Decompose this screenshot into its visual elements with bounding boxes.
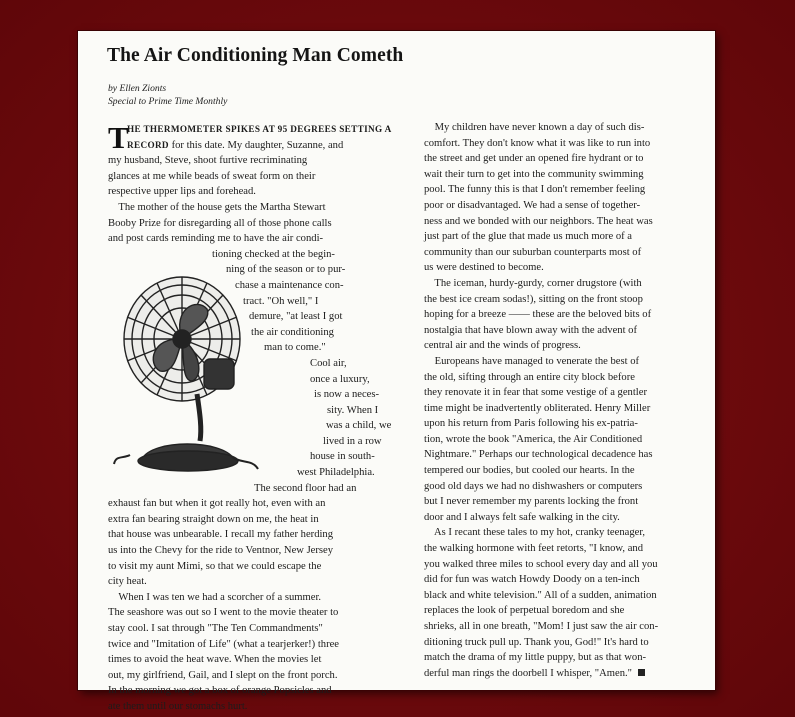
article-line: RECORD for this date. My daughter, Suzanne, and	[127, 139, 344, 151]
article-line: tioning checked at the begin-	[212, 248, 335, 260]
author-byline: by Ellen Zionts	[108, 83, 167, 94]
publication-credit: Special to Prime Time Monthly	[108, 96, 228, 107]
article-line: match the drama of my little puppy, but as that won-	[424, 652, 647, 664]
article-line: door and I always felt safe walking in the city.	[424, 511, 620, 523]
article-line: community than our suburban counterparts most of	[424, 246, 642, 258]
article-line: the air conditioning	[251, 326, 334, 338]
article-line: ness and we bonded with our neighbors. The heat was	[424, 215, 653, 227]
article-line: was a child, we	[326, 420, 392, 432]
article-line: time might be inadvertently obliterated. Henry Miller	[424, 402, 651, 414]
article-line: pool. The funny this is that I don't remember feeling	[424, 184, 646, 196]
article-line: comfort. They don't know what it was like to run into	[424, 137, 651, 149]
article-line: tion, wrote the book "America, the Air Conditioned	[424, 433, 643, 445]
article-line: lived in a row	[323, 435, 382, 447]
article-line: times to avoid the heat wave. When the movies let	[108, 654, 322, 666]
article-line: glances at me while beads of sweat form on their	[108, 170, 316, 182]
article-line: is now a neces-	[314, 389, 380, 401]
article-line: Cool air,	[310, 357, 347, 369]
article-line: As I recant these tales to my hot, cranky teenager,	[424, 527, 646, 539]
article-line: central air and the winds of progress.	[424, 340, 581, 352]
article-line: out, my girlfriend, Gail, and I slept on the front porch.	[108, 669, 338, 681]
article-line: The second floor had an	[254, 482, 357, 494]
article-line: the best ice cream sodas!), sitting on the front stoop	[424, 293, 643, 305]
article-line: ditioning truck pull up. Thank you, God!" It's hard to	[424, 636, 649, 648]
article-line: exhaust fan but when it got really hot, even with an	[108, 498, 326, 510]
article-line: man to come."	[264, 342, 326, 354]
newspaper-clipping	[78, 31, 715, 712]
vintage-fan-illustration	[112, 259, 262, 477]
article-title: The Air Conditioning Man Cometh	[107, 45, 404, 66]
article-line: city heat.	[108, 576, 147, 588]
article-line: derful man rings the doorbell I whisper, "Amen."	[424, 666, 692, 682]
article-line: did for fun was watch Howdy Doody on a ten-inch	[424, 574, 640, 586]
article-line: the old, sifting through an entire city block before	[424, 371, 635, 383]
article-line: hoping for a breeze —— these are the beloved bits of	[424, 309, 652, 321]
article-line: wait their turn to get into the community swimming	[424, 168, 644, 180]
article-line: My children have never known a day of such dis-	[424, 122, 645, 133]
article-line: and post cards reminding me to have the air condi-	[108, 233, 324, 245]
article-line: us were destined to become.	[424, 262, 544, 274]
article-line: the street and get under an opened fire hydrant or to	[424, 153, 644, 165]
article-line: ate them until our stomachs hurt.	[108, 700, 248, 712]
article-line: poor or disadvantaged. We had a sense of together-	[424, 199, 641, 211]
article-line: us into the Chevy for the ride to Ventnor, New Jersey	[108, 545, 334, 557]
article-line: good old days we had no dishwashers or computers	[424, 480, 643, 492]
article-line: The iceman, hurdy-gurdy, corner drugstore (with	[424, 277, 642, 289]
article-line: tempered our bodies, but cooled our hearts. In the	[424, 465, 635, 477]
article-line: In the morning we got a box of orange Popsicles and	[108, 685, 332, 697]
byline-block	[108, 82, 227, 108]
article-line: house in south-	[310, 451, 375, 463]
article-line: you walked three miles to school every day and all you	[424, 558, 658, 570]
article-line: but I never remember my parents locking the front	[424, 496, 639, 508]
drop-cap: T	[108, 120, 129, 155]
end-mark-icon	[638, 669, 645, 676]
article-line: twice and "Imitation of Life" (what a tearjerker!) three	[108, 638, 340, 650]
article-line: stay cool. I sat through "The Ten Commandments"	[108, 623, 323, 634]
article-line: nostalgia that have blown away with the advent of	[424, 324, 637, 336]
article-line: sity. When I	[327, 404, 379, 416]
article-line: Europeans have managed to venerate the best of	[424, 355, 640, 367]
article-line: upon his return from Paris following his ex-patria-	[424, 418, 638, 430]
article-line: just part of the glue that made us much more of a	[424, 231, 632, 243]
article-line: tract. "Oh well," I	[243, 295, 319, 307]
article-line: west Philadelphia.	[297, 467, 375, 479]
article-column-right	[424, 120, 692, 681]
article-line: they renovate it in fear that some vestige of a gentler	[424, 387, 647, 399]
article-line: replaces the look of perpetual boredom and she	[424, 605, 625, 617]
article-line: The seashore was out so I went to the movie theater to	[108, 607, 339, 619]
article-line: demure, "at least I got	[249, 311, 343, 323]
article-line: extra fan bearing straight down on me, the heat in	[108, 513, 319, 525]
article-line: the walking hormone with feet retorts, "I know, and	[424, 543, 643, 555]
article-line: Nightmare." Perhaps our technological decadence has	[424, 449, 653, 461]
article-line: Booby Prize for disregarding all of those phone calls	[108, 217, 332, 229]
article-line: ning of the season or to pur-	[226, 264, 346, 276]
article-line: that house was unbearable. I recall my father herding	[108, 529, 334, 541]
article-line: black and white television." All of a sudden, animation	[424, 589, 657, 601]
article-line: The mother of the house gets the Martha Stewart	[108, 201, 326, 213]
article-line: chase a maintenance con-	[235, 279, 344, 291]
article-line: When I was ten we had a scorcher of a summer.	[108, 591, 322, 603]
article-line: to visit my aunt Mimi, so that we could escape the	[108, 560, 322, 572]
article-line: once a luxury,	[310, 373, 370, 385]
article-line: my husband, Steve, shoot furtive recriminating	[108, 155, 308, 167]
article-line: respective upper lips and forehead.	[108, 186, 256, 198]
article-line: HE THERMOMETER SPIKES AT 95 DEGREES SETTING A	[127, 124, 392, 134]
article-line: shrieks, all in one breath, "Mom! I just saw the air con-	[424, 621, 659, 632]
